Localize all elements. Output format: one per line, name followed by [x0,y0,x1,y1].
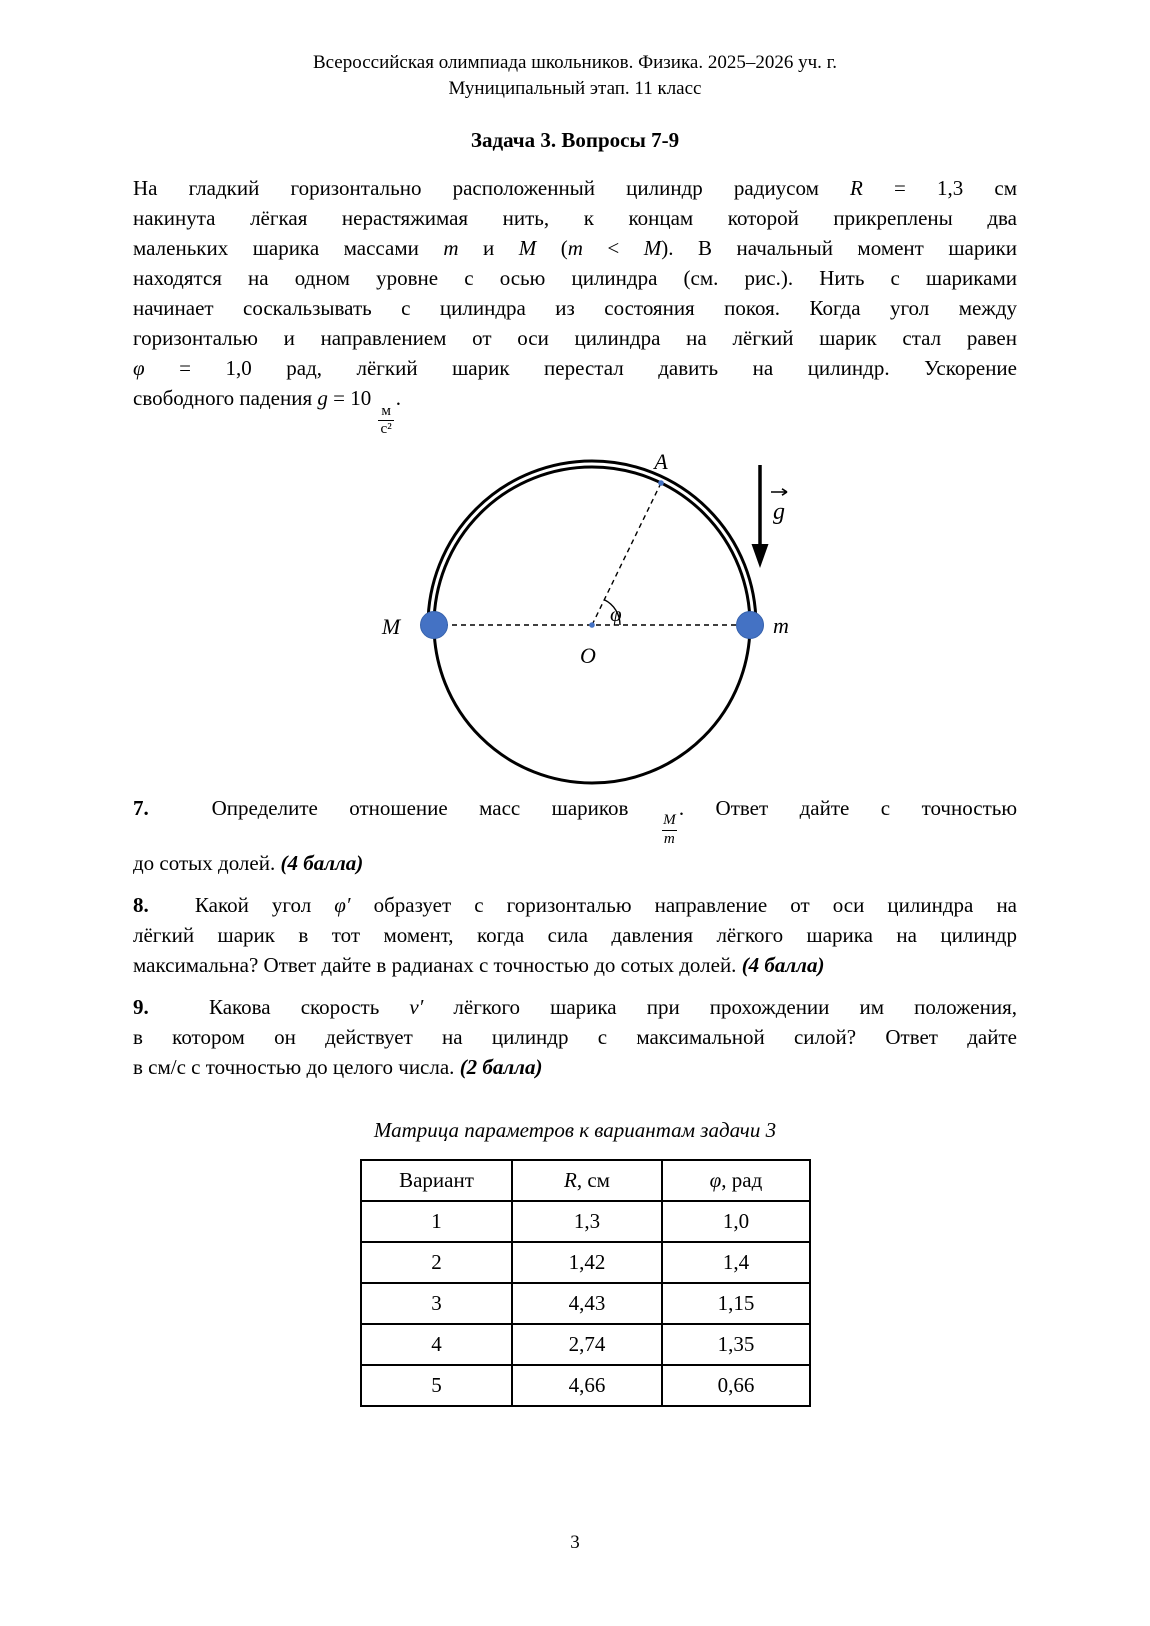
table-cell: 2 [361,1242,512,1283]
table-cell: 4 [361,1324,512,1365]
table-cell: 1,0 [662,1201,810,1242]
text-line: находятся на одном уровне с осью цилиндра (см. рис.). Нить с шариками [133,266,1017,290]
table-cell: 0,66 [662,1365,810,1406]
text-line: в котором он действует на цилиндр с максимальной силой? Ответ дайте [133,1025,1017,1050]
text-line: маленьких шарика массами m и M (m < M). В начальный момент шарики [133,236,1018,260]
table-row [361,1201,810,1242]
text-line: лёгкий шарик в тот момент, когда сила давления лёгкого шарика на цилиндр [133,923,1017,948]
problem-statement [133,173,1017,439]
table-cell: 3 [361,1283,512,1324]
table-row [361,1324,810,1365]
matrix-title: Матрица параметров к вариантам задачи 3 [373,1118,777,1143]
problem-title: Задача 3. Вопросы 7-9 [470,128,680,152]
header-line-2: Муниципальный этап. 11 класс [448,78,702,99]
table-cell: 1,15 [662,1283,810,1324]
column-header: Вариант [361,1160,512,1201]
text-line: до сотых долей. (4 балла) [133,851,364,876]
point-a-label: A [654,448,668,474]
table-cell: 4,43 [512,1283,662,1324]
mass-left-label: M [381,613,401,639]
column-header: R, см [512,1160,662,1201]
text-line: начинает соскальзывать с цилиндра из состояния покоя. Когда угол между [133,296,1017,320]
table-cell: 5 [361,1365,512,1406]
table-cell: 1,4 [662,1242,810,1283]
radius-line-oa [592,483,661,625]
fraction: $\frac{м}{\text{с²}}$ [380,402,392,438]
document-header [0,0,1150,102]
text-line: максимальна? Ответ дайте в радианах с точностью до сотых долей. (4 балла) [133,953,825,978]
text-line: накинута лёгкая нерастяжимая нить, к концам которой прикреплены два [133,206,1017,230]
mass-right-label: m [773,612,789,638]
text-line: 9. Какова скорость v′ лёгкого шарика при прохождении им положения, [133,995,1018,1020]
text-line: 7. Определите отношение масс шариков $\frac{M}{m}$ . Ответ дайте с точностью [133,795,1018,847]
thread-arc [428,461,756,625]
text-line: 8. Какой угол φ′ образует с горизонталью направление от оси цилиндра на [133,893,1017,918]
figure-svg [345,443,815,787]
table-row [361,1242,810,1283]
table-cell: 1,35 [662,1324,810,1365]
vector-hat-icon [771,488,787,494]
fraction: $\frac{M}{m}$ [663,812,676,847]
variants-table-head-row [361,1160,810,1201]
text-line: φ = 1,0 рад, лёгкий шарик перестал давить на цилиндр. Ускорение [133,356,1017,380]
table-cell: 4,66 [512,1365,662,1406]
center-label: O [580,642,596,668]
text-line: горизонталью и направлением от оси цилиндра на лёгкий шарик стал равен [133,326,1017,350]
table-cell: 1 [361,1201,512,1242]
column-header: φ, рад [662,1160,810,1201]
header-line-1: Всероссийская олимпиада школьников. Физика. 2025–2026 уч. г. [312,52,838,73]
table-row [361,1365,810,1406]
ball-mass-right [737,611,764,638]
question-7 [133,793,1017,879]
point-a-dot [658,480,664,486]
variants-table [360,1159,811,1407]
question-9 [133,992,1017,1082]
table-row [361,1283,810,1324]
table-cell: 1,3 [512,1201,662,1242]
gravity-arrowhead [752,544,769,568]
table-cell: 2,74 [512,1324,662,1365]
ball-mass-left [421,611,448,638]
page-number: 3 [570,1532,580,1553]
text-line: в см/с с точностью до целого числа. (2 балла) [133,1055,543,1080]
center-dot [589,622,595,628]
variants-table-body [361,1201,810,1406]
text-line: На гладкий горизонтально расположенный цилиндр радиусом R = 1,3 см [133,176,1018,200]
table-cell: 1,42 [512,1242,662,1283]
text-line: свободного падения g = 10 $\frac{м}{\text{с²}}$ . [133,386,401,438]
angle-label: φ [610,601,622,626]
gravity-label: g [773,498,785,525]
question-8 [133,890,1017,980]
cylinder-figure [345,443,815,787]
